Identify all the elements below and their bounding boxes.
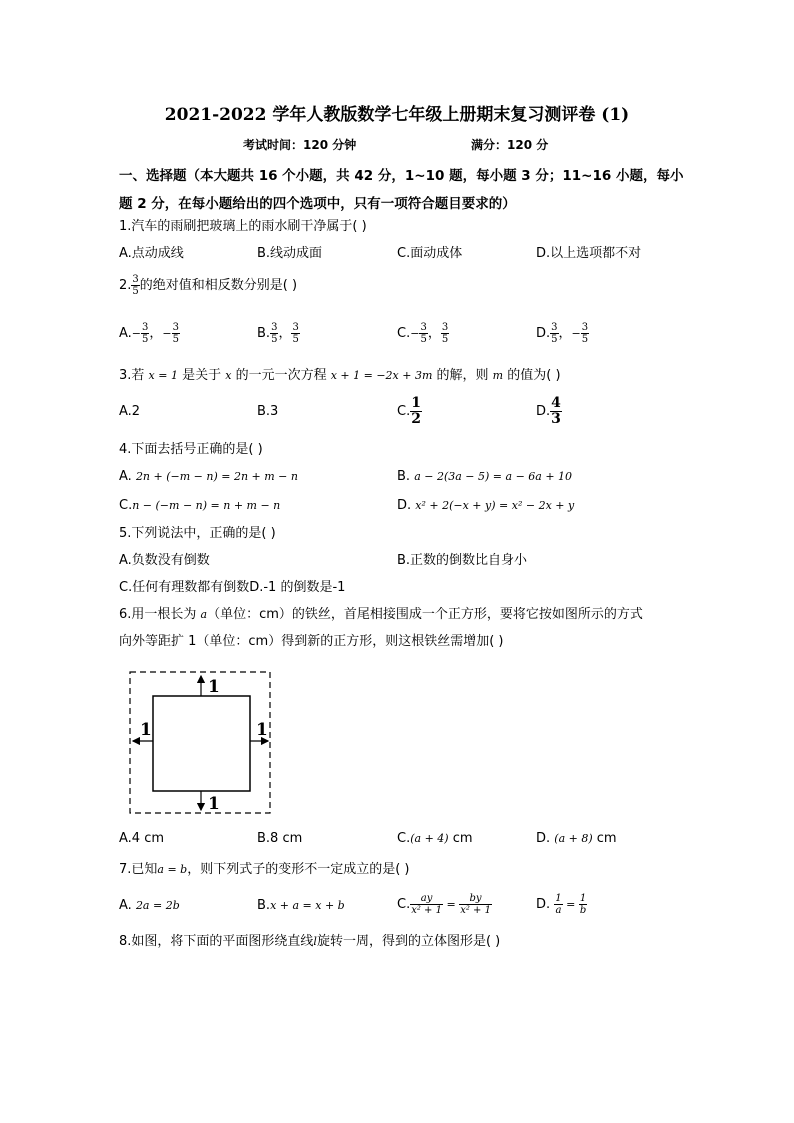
q2-a-neg1: − <box>131 327 142 340</box>
q3-text-3: 的一元一次方程 <box>231 368 331 383</box>
q5-option-a: A.负数没有倒数 <box>119 553 210 568</box>
q3-option-c <box>397 396 422 428</box>
q7-d-label: D. <box>536 897 555 912</box>
full-score: 满分：120 分 <box>471 138 549 152</box>
q1-option-d: D.以上选项都不对 <box>536 246 642 261</box>
q2-b-frac2-num: 3 <box>292 322 299 333</box>
section-heading-line1: 一、选择题（本大题共 16 个小题，共 42 分，1~10 题，每小题 3 分；11~16 小题，每小 <box>119 168 684 184</box>
question-8-stem <box>119 934 500 950</box>
q6-d-label: D. <box>536 831 555 846</box>
q6-d-expr: (a + 8) <box>554 832 593 845</box>
q6-option-d <box>536 831 617 847</box>
q2-c-neg: − <box>410 327 420 340</box>
q7-c-label: C. <box>397 897 411 912</box>
q2-c-label: C. <box>397 326 411 341</box>
q6-d-unit: cm <box>592 831 617 846</box>
q7-d-den1: a <box>555 905 562 916</box>
q8-text-2: 旋转一周，得到的立体图形是( ) <box>316 934 501 949</box>
q2-c-frac2 <box>441 322 449 345</box>
q3-variable-m: m <box>492 369 504 382</box>
q4-c-expr: n − (−m − n) = n + m − n <box>132 499 281 512</box>
q1-option-c: C.面动成体 <box>397 246 463 261</box>
q3-equation-root: x = 1 <box>148 369 178 382</box>
q4-a-label: A. <box>119 469 136 484</box>
q7-d-num1: 1 <box>555 893 562 904</box>
q2-b-comma: ， <box>278 326 292 341</box>
q6-text-2: （单位：cm）的铁丝，首尾相接围成一个正方形，要将它按如图所示的方式 <box>207 607 643 622</box>
q6-c-unit: cm <box>448 831 473 846</box>
q3-c-den: 2 <box>411 411 421 427</box>
q7-c-num1: ay <box>410 893 443 905</box>
q3-text-4: 的解，则 <box>432 368 493 383</box>
q2-a-frac2 <box>172 322 180 345</box>
label-left: 1 <box>140 720 152 740</box>
q7-d-equals: = <box>562 898 579 911</box>
q2-a-neg2: − <box>162 327 172 340</box>
q3-text-1: 3.若 <box>119 368 149 383</box>
q3-option-b: B.3 <box>257 404 279 419</box>
q8-variable-l: l <box>313 935 317 948</box>
q4-b-expr: a − 2(3a − 5) = a − 6a + 10 <box>414 470 573 483</box>
q2-d-frac2 <box>581 322 589 345</box>
q3-c-label: C. <box>397 404 411 419</box>
question-6-stem-line2: 向外等距扩 1（单位：cm）得到新的正方形，则这根铁丝需增加( ) <box>119 634 504 649</box>
q6-option-c <box>397 831 473 847</box>
q2-d-neg: − <box>571 327 581 340</box>
q6-option-b: B.8 cm <box>257 831 303 846</box>
q2-fraction-num: 3 <box>132 274 139 285</box>
q3-variable-x: x <box>225 369 232 382</box>
q2-a-frac1-num: 3 <box>142 322 149 333</box>
outer-dashed-square <box>130 672 270 813</box>
q7-condition: a = b <box>157 863 188 876</box>
q6-c-label: C. <box>397 831 411 846</box>
q2-c-frac2-den: 5 <box>441 334 449 345</box>
q3-option-a: A.2 <box>119 404 141 419</box>
q2-a-frac1-den: 5 <box>142 334 149 345</box>
question-6-stem-line1 <box>119 607 643 623</box>
q4-c-label: C. <box>119 498 133 513</box>
page-title: 2021-2022 学年人教版数学七年级上册期末复习测评卷 (1) <box>164 105 630 125</box>
q7-c-frac2 <box>459 893 492 916</box>
q7-c-equals: = <box>442 898 460 911</box>
q4-option-a <box>119 469 298 485</box>
q5-option-b: B.正数的倒数比自身小 <box>397 553 528 568</box>
q7-c-den2: x² + 1 <box>460 905 491 916</box>
q7-c-frac1 <box>410 893 443 916</box>
question-2-stem <box>119 274 297 297</box>
q5-option-cd: C.任何有理数都有倒数D.-1 的倒数是-1 <box>119 580 346 595</box>
q2-b-frac1-den: 5 <box>271 334 278 345</box>
question-7-stem <box>119 862 410 878</box>
q3-c-num: 1 <box>411 395 421 411</box>
q2-d-label: D. <box>536 326 551 341</box>
q2-b-frac2 <box>291 322 299 345</box>
q2-b-label: B. <box>257 326 271 341</box>
exam-time: 考试时间：120 分钟 <box>243 138 357 152</box>
q7-c-den1: x² + 1 <box>411 905 442 916</box>
q2-c-frac1-den: 5 <box>420 334 427 345</box>
q3-equation: x + 1 = −2x + 3m <box>330 369 433 382</box>
q4-option-c <box>119 498 280 514</box>
q6-option-a: A.4 cm <box>119 831 165 846</box>
q7-option-b <box>257 898 345 914</box>
q2-number: 2. <box>119 278 132 293</box>
inner-square <box>153 696 250 791</box>
label-right: 1 <box>256 720 268 740</box>
q1-option-a: A.点动成线 <box>119 246 184 261</box>
q2-a-frac2-den: 5 <box>172 334 179 345</box>
q2-d-frac2-num: 3 <box>581 322 589 333</box>
q7-text-1: 7.已知 <box>119 862 158 877</box>
q4-option-d <box>397 498 574 514</box>
q2-c-frac1-num: 3 <box>420 322 427 333</box>
section-heading-line2: 题 2 分，在每小题给出的四个选项中，只有一项符合题目要求的） <box>119 196 516 212</box>
q1-option-b: B.线动成面 <box>257 246 323 261</box>
q7-a-expr: 2a = 2b <box>135 899 180 912</box>
q6-variable-a: a <box>200 608 208 621</box>
q7-b-expr: x + a = x + b <box>270 899 345 912</box>
q4-d-expr: x² + 2(−x + y) = x² − 2x + y <box>415 499 575 512</box>
q2-option-c <box>397 322 449 345</box>
q7-d-frac1 <box>554 893 562 916</box>
q7-a-label: A. <box>119 898 136 913</box>
q2-d-frac1-den: 5 <box>551 334 558 345</box>
q2-d-frac1-num: 3 <box>551 322 558 333</box>
q2-a-label: A. <box>119 326 132 341</box>
q2-option-a <box>119 322 180 345</box>
question-1-stem: 1.汽车的雨刷把玻璃上的雨水刷干净属于( ) <box>119 219 367 234</box>
question-4-stem: 4.下面去括号正确的是( ) <box>119 442 263 457</box>
q6-c-expr: (a + 4) <box>410 832 449 845</box>
q7-b-label: B. <box>257 898 271 913</box>
q4-d-label: D. <box>397 498 416 513</box>
q7-option-c <box>397 888 492 922</box>
q2-c-frac2-num: 3 <box>441 322 449 333</box>
q4-b-label: B. <box>397 469 415 484</box>
q2-a-comma: ， <box>149 326 163 341</box>
q2-c-comma: ， <box>427 326 441 341</box>
question-5-stem: 5.下列说法中，正确的是( ) <box>119 526 276 541</box>
q2-stem-text: 的绝对值和相反数分别是( ) <box>139 278 298 293</box>
q7-d-num2: 1 <box>579 893 587 904</box>
square-expansion-figure <box>128 670 278 818</box>
q3-text-5: 的值为( ) <box>503 368 561 383</box>
label-bottom: 1 <box>208 794 220 814</box>
q7-option-d <box>536 888 587 922</box>
q2-a-frac2-num: 3 <box>172 322 179 333</box>
q7-option-a <box>119 898 180 914</box>
q2-fraction-den: 5 <box>132 286 139 297</box>
q4-a-expr: 2n + (−m − n) = 2n + m − n <box>135 470 298 483</box>
q3-d-den: 3 <box>551 411 561 427</box>
q6-text-1: 6.用一根长为 <box>119 607 201 622</box>
q8-text-1: 8.如图，将下面的平面图形绕直线 <box>119 934 314 949</box>
q2-d-frac1 <box>550 322 558 345</box>
q2-b-frac2-den: 5 <box>292 334 299 345</box>
q7-d-frac2 <box>579 893 587 916</box>
q3-d-frac <box>550 396 562 427</box>
q2-option-b <box>257 322 300 345</box>
q7-c-num2: by <box>459 893 492 905</box>
q3-option-d <box>536 396 562 428</box>
q3-c-frac <box>410 396 422 427</box>
q2-c-frac1 <box>419 322 427 345</box>
q2-d-frac2-den: 5 <box>581 334 589 345</box>
q7-d-den2: b <box>579 905 587 916</box>
q7-text-2: ，则下列式子的变形不一定成立的是( ) <box>187 862 410 877</box>
q2-fraction <box>131 274 139 297</box>
q4-option-b <box>397 469 572 485</box>
q3-text-2: 是关于 <box>177 368 226 383</box>
question-3-stem <box>119 368 561 384</box>
q2-b-frac1-num: 3 <box>271 322 278 333</box>
q2-d-comma: ， <box>558 326 572 341</box>
q2-option-d <box>536 322 589 345</box>
q3-d-num: 4 <box>551 395 561 411</box>
label-top: 1 <box>208 677 220 697</box>
q3-d-label: D. <box>536 404 551 419</box>
